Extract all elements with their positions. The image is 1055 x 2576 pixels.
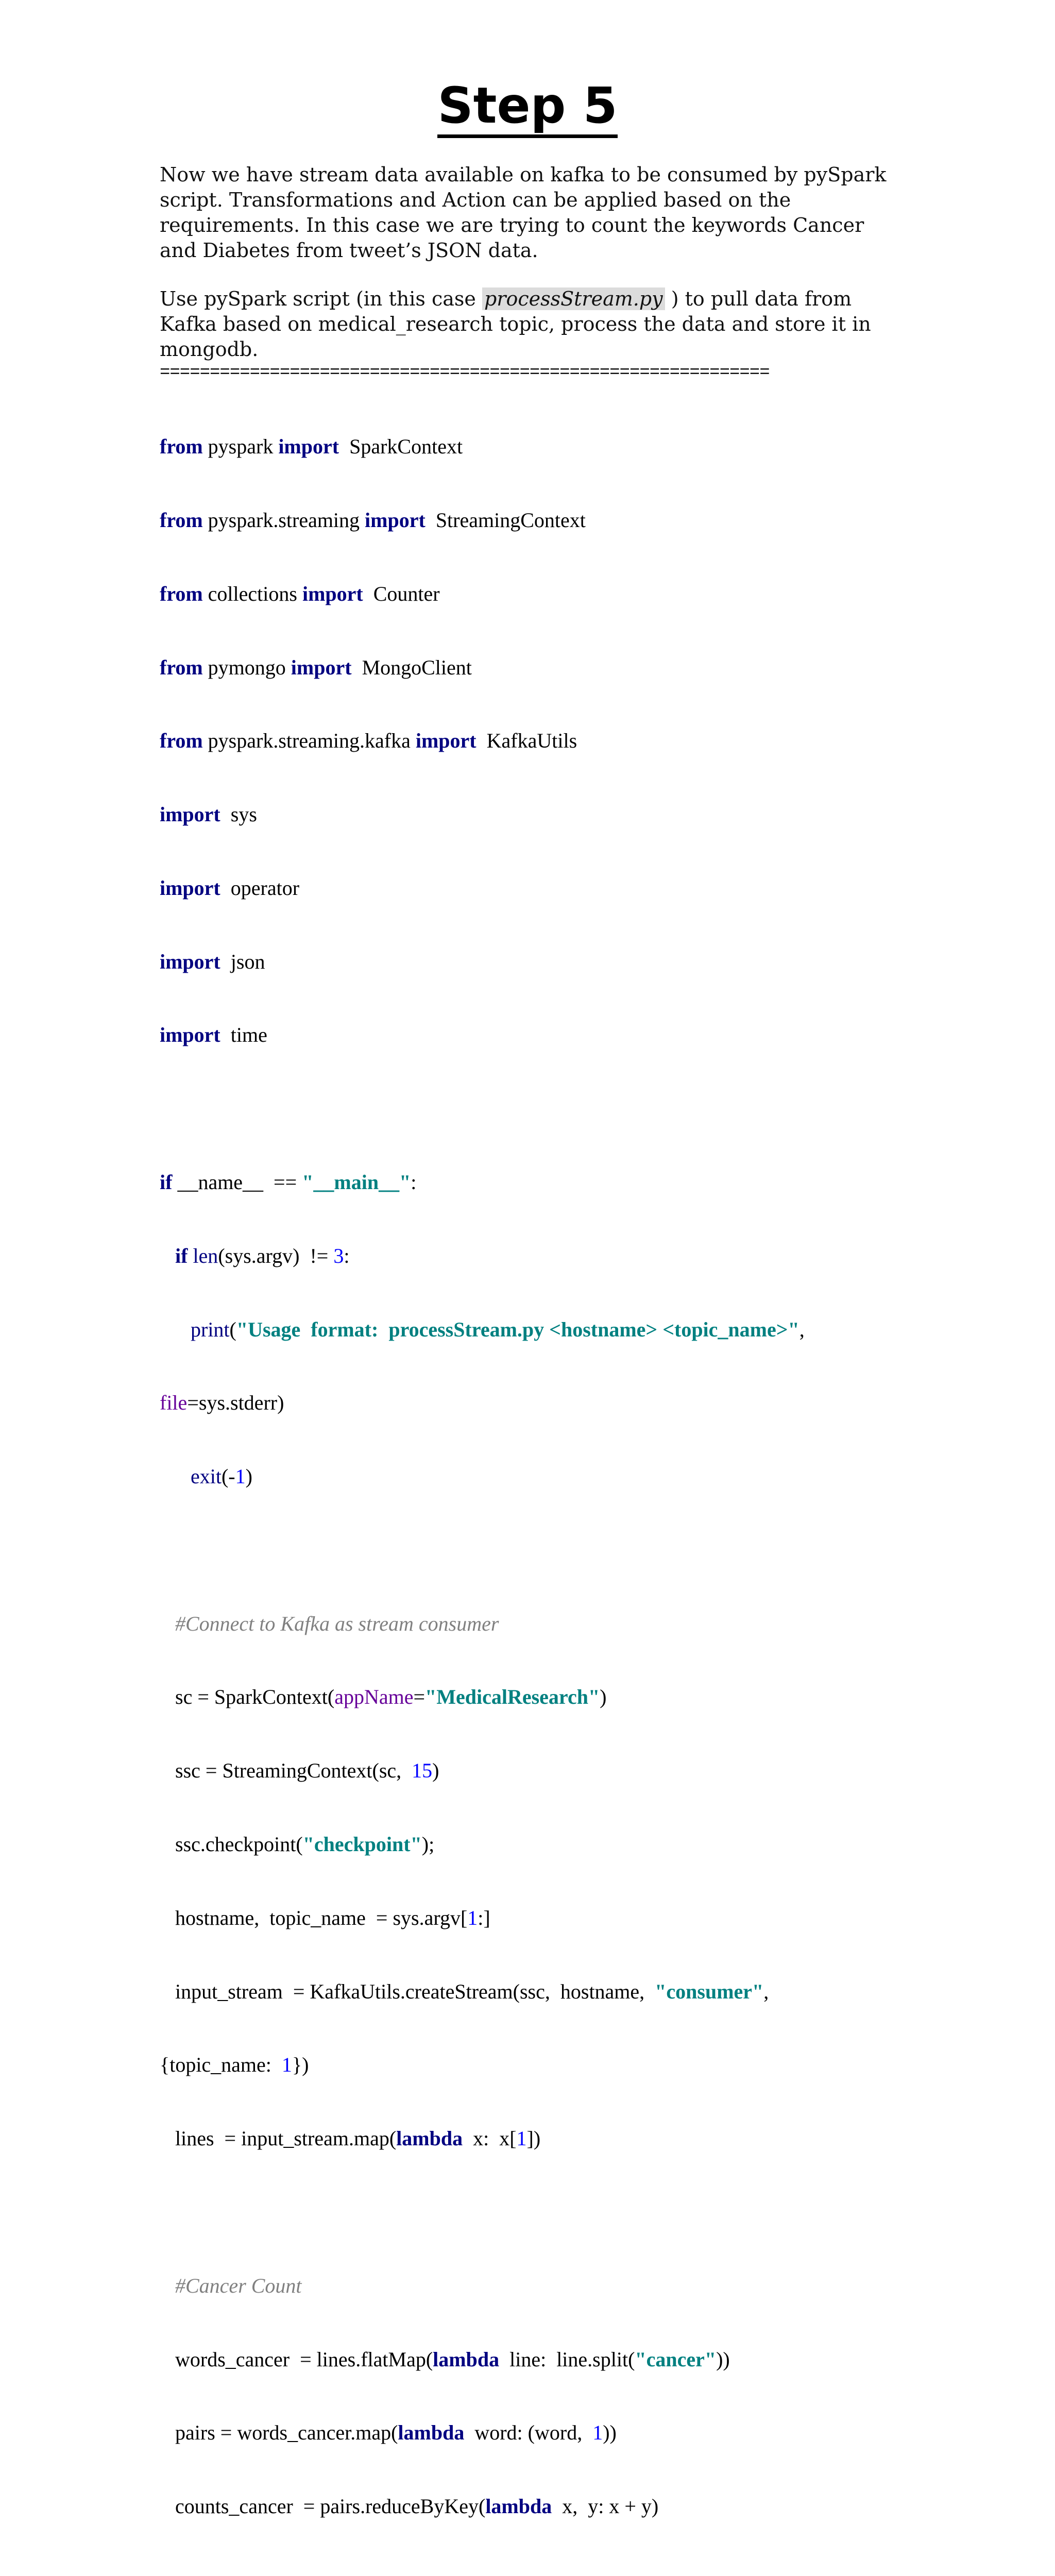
code-line: import time [160, 1023, 267, 1047]
code-blank-line [160, 2200, 932, 2225]
code-line: from pyspark.streaming import StreamingContext [160, 508, 586, 532]
code-line: import operator [160, 876, 300, 900]
code-line: counts_cancer = pairs.reduceByKey(lambda x, y: x + y) [160, 2495, 659, 2518]
code-line: {topic_name: 1}) [160, 2053, 309, 2077]
intro-paragraph: Now we have stream data available on kafka to be consumed by pySpark script. Transformations and Action can be applied based on the requirements. In this case we are trying to count the keywords Cancer and Diabetes from tweet’s JSON data. [160, 163, 887, 262]
code-line: from collections import Counter [160, 582, 440, 605]
separator-line: ============================================================= [160, 363, 770, 383]
code-line: from pyspark.streaming.kafka import KafkaUtils [160, 729, 577, 753]
usage-text-after: ) to pull data from Kafka based on medical_research topic, process the data and store it in mongodb. [160, 287, 871, 361]
code-line: words_cancer = lines.flatMap(lambda line: line.split("cancer")) [160, 2347, 730, 2371]
code-line: ssc.checkpoint("checkpoint"); [160, 1833, 435, 1856]
code-line: exit(-1) [191, 1465, 252, 1488]
code-blank-line [160, 1538, 932, 1563]
code-block [160, 385, 932, 2576]
code-line: sc = SparkContext(appName="MedicalResearch") [160, 1685, 607, 1709]
usage-text-before: Use pySpark script (in this case [160, 287, 482, 310]
code-line: lines = input_stream.map(lambda x: x[1]) [160, 2127, 541, 2150]
code-line: input_stream = KafkaUtils.createStream(ssc, hostname, "consumer", [160, 1979, 769, 2003]
code-blank-line [160, 1096, 932, 1121]
code-line: hostname, topic_name = sys.argv[1:] [160, 1906, 490, 1929]
code-line: ssc = StreamingContext(sc, 15) [160, 1759, 439, 1783]
code-line: file=sys.stderr) [160, 1391, 284, 1415]
code-line: pairs = words_cancer.map(lambda word: (word, 1)) [160, 2421, 617, 2445]
page-title [0, 77, 1055, 134]
code-line: print("Usage format: processStream.py <hostname> <topic_name>", [191, 1317, 805, 1341]
code-line: import json [160, 950, 265, 973]
code-line: if len(sys.argv) != 3: [175, 1244, 350, 1267]
code-blank-line [160, 2568, 932, 2576]
code-line: import sys [160, 803, 257, 826]
script-name-highlight: processStream.py [482, 287, 665, 310]
usage-paragraph [160, 286, 907, 362]
code-comment: #Cancer Count [160, 2274, 302, 2297]
code-line: from pymongo import MongoClient [160, 655, 472, 679]
code-comment: #Connect to Kafka as stream consumer [160, 1612, 499, 1635]
code-line: from pyspark import SparkContext [160, 435, 463, 459]
page-title-text: Step 5 [437, 77, 617, 138]
code-line: if __name__ == "__main__": [160, 1171, 417, 1194]
